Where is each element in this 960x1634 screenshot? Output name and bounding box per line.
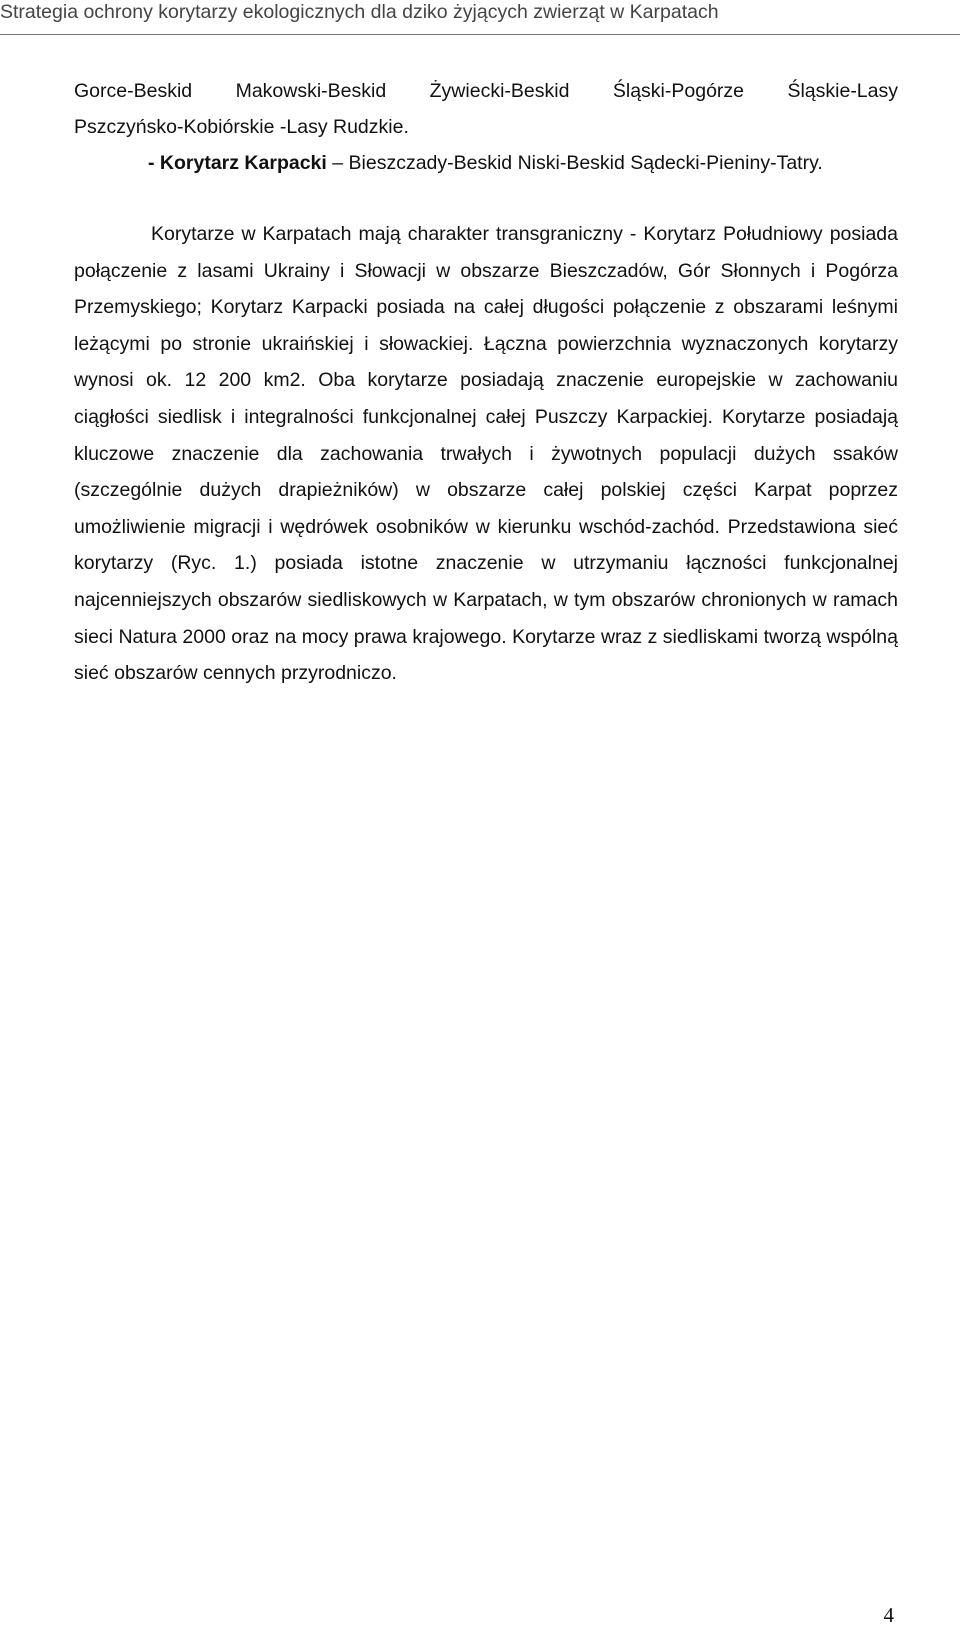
corridor-name-karpacki: - Korytarz Karpacki <box>148 152 327 174</box>
page-header <box>0 0 960 35</box>
body-paragraph: Korytarze w Karpatach mają charakter transgraniczny - Korytarz Południowy posiada połączenie z lasami Ukrainy i Słowacji w obszarze Bieszczadów, Gór Słonnych i Pogórza Przemyskiego; Korytarz Karpacki posiada na całej długości połączenie z obszarami leśnymi leżącymi po stronie ukraińskiej i słowackiej. Łączna powierzchnia wyznaczonych korytarzy wynosi ok. 12 200 km2. Oba korytarze posiadają znaczenie europejskie w zachowaniu ciągłości siedlisk i integralności funkcjonalnej całej Puszczy Karpackiej. Korytarze posiadają kluczowe znaczenie dla zachowania trwałych i żywotnych populacji dużych ssaków (szczególnie dużych drapieżników) w obszarze całej polskiej części Karpat poprzez umożliwienie migracji i wędrówek osobników w kierunku wschód-zachód. Przedstawiona sieć korytarzy (Ryc. 1.) posiada istotne znaczenie w utrzymaniu łączności funkcjonalnej najcenniejszych obszarów siedliskowych w Karpatach, w tym obszarów chronionych w ramach sieci Natura 2000 oraz na mocy prawa krajowego. Korytarze wraz z siedliskami tworzą wspólną sieć obszarów cennych przyrodniczo. <box>74 223 898 685</box>
document-running-title: Strategia ochrony korytarzy ekologicznych dla dziko żyjących zwierząt w Karpatach <box>0 1 719 23</box>
corridor-list-item-karpacki <box>74 145 898 181</box>
corridor-list-line: Pszczyńsko-Kobiórskie -Lasy Rudzkie. <box>74 116 409 138</box>
corridor-route-karpacki: – Bieszczady-Beskid Niski-Beskid Sądecki-Pieniny-Tatry. <box>326 152 823 174</box>
corridor-list-line: Gorce-Beskid Makowski-Beskid Żywiecki-Beskid Śląski-Pogórze Śląskie-Lasy <box>74 80 898 102</box>
page-number: 4 <box>883 1603 894 1627</box>
corridor-list <box>74 73 898 181</box>
